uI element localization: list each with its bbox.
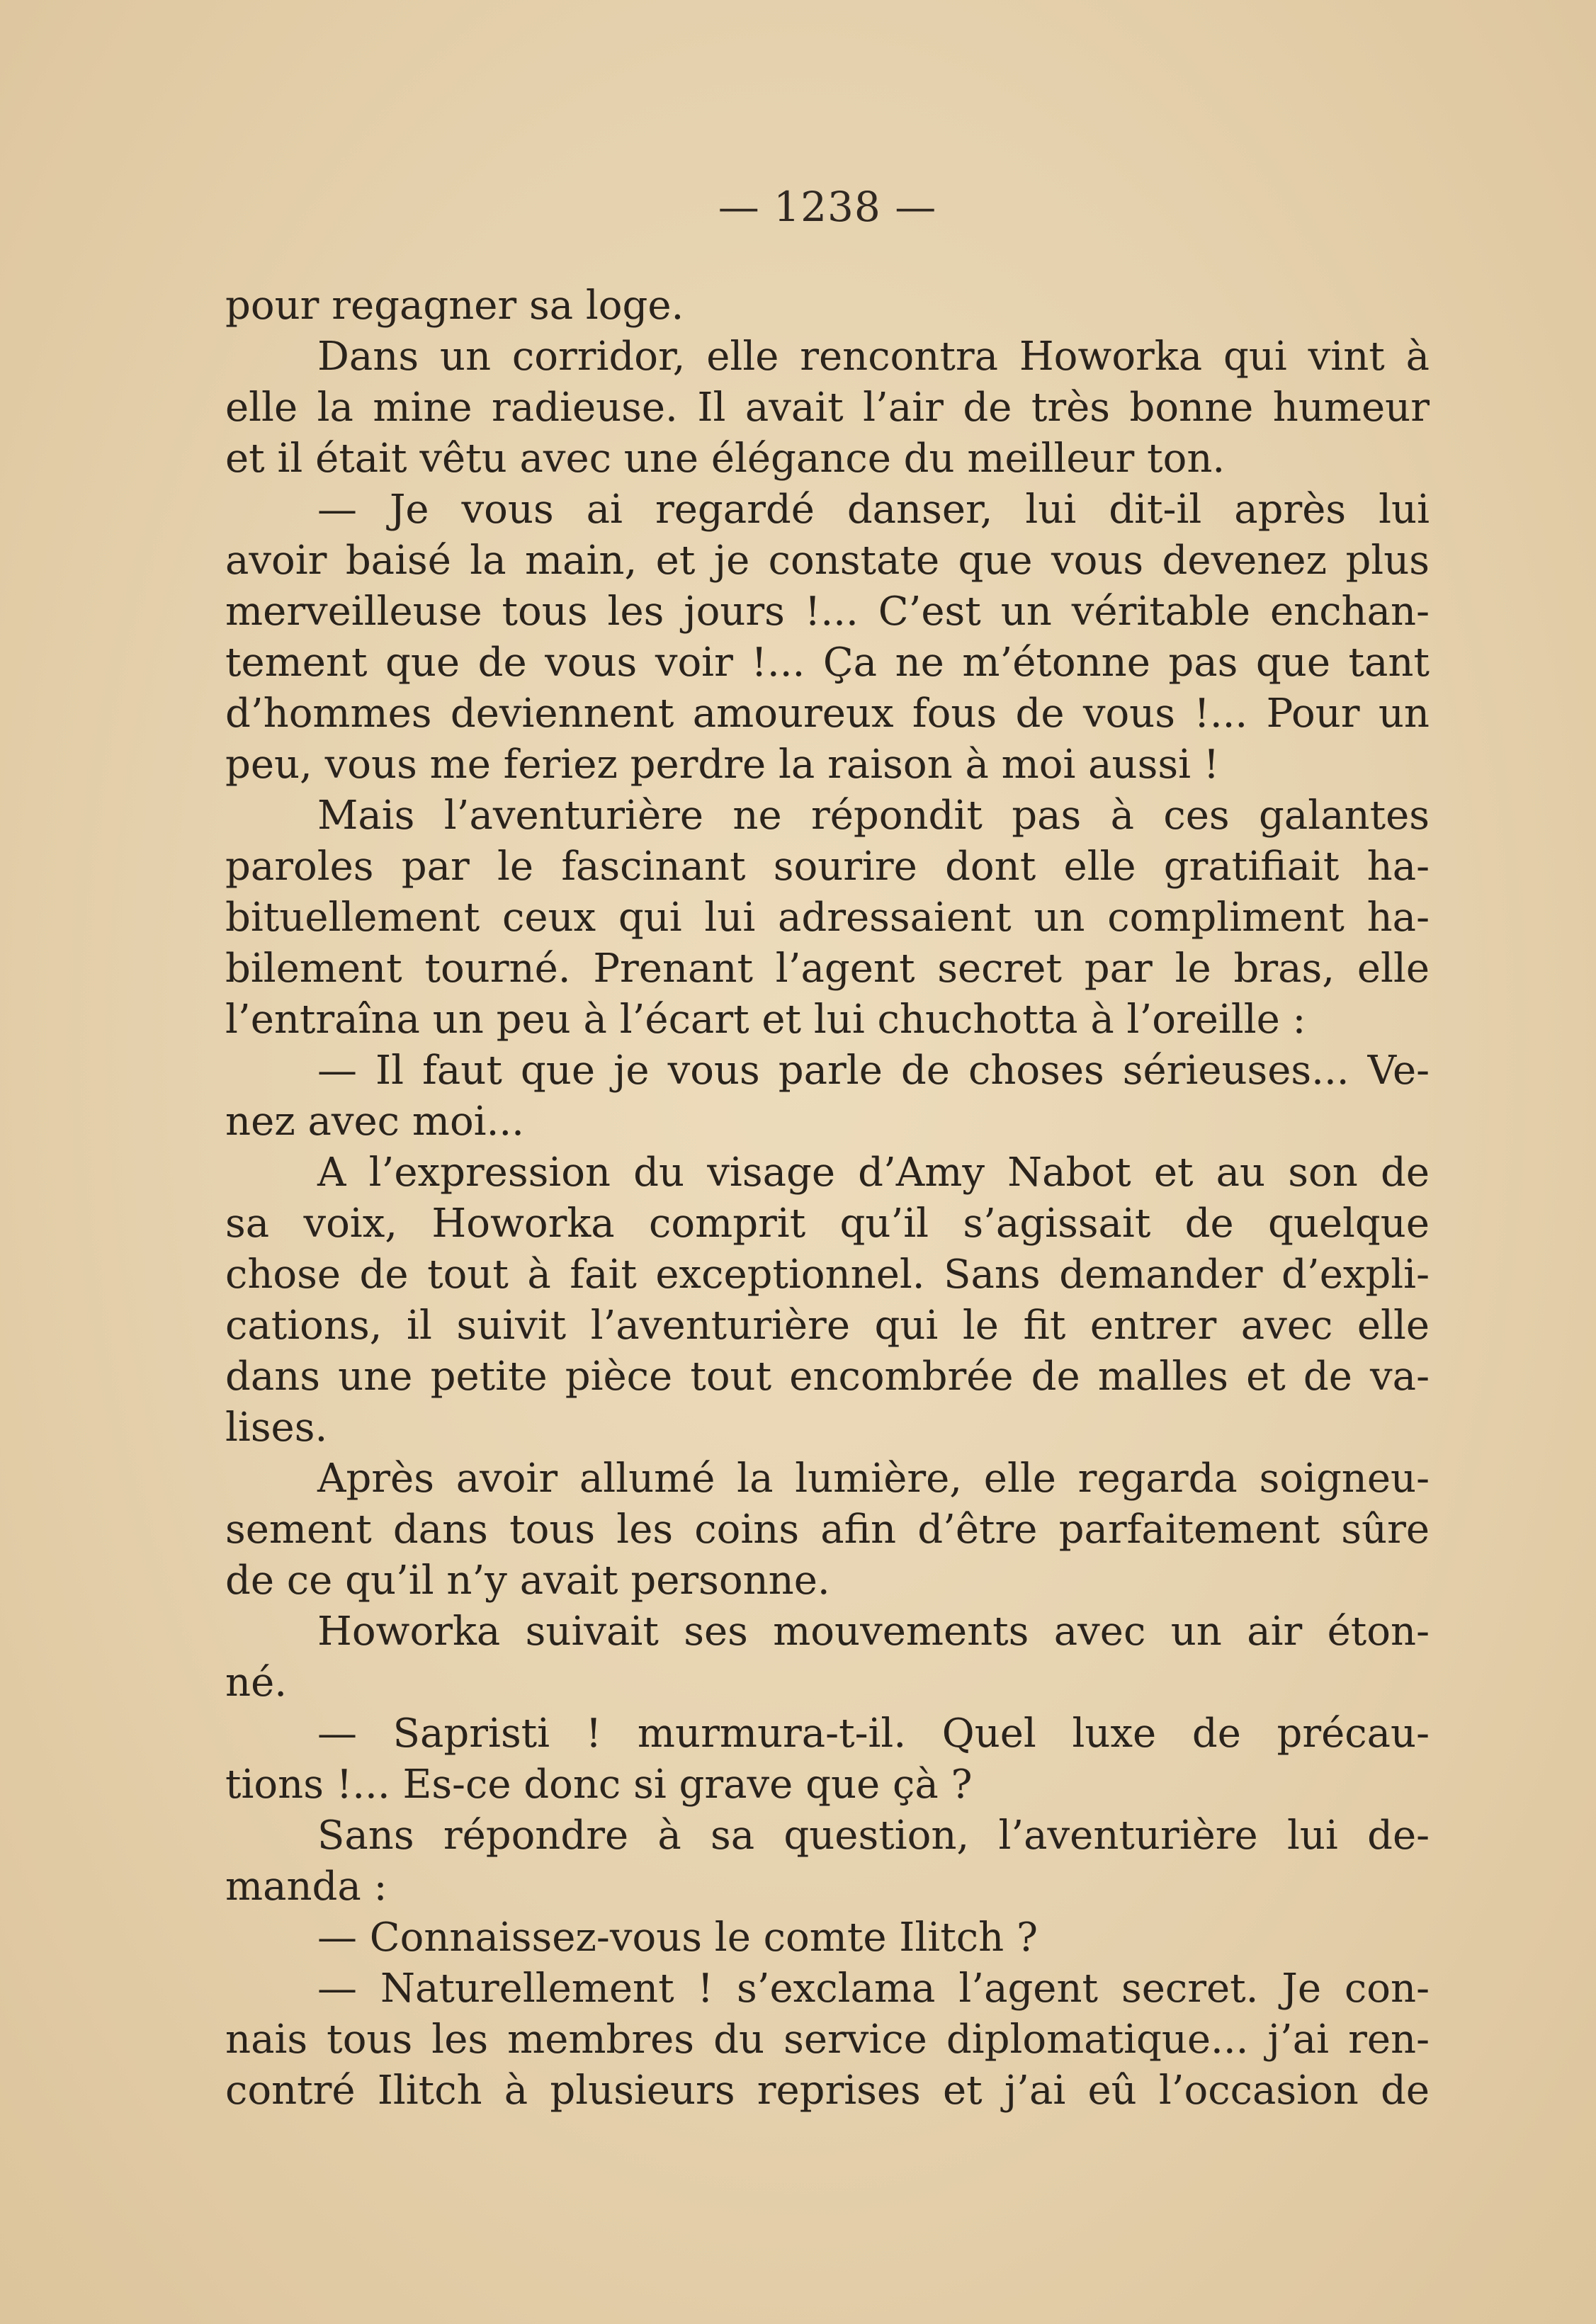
text-line: manda : <box>225 1864 387 1910</box>
text-line: — Naturellement ! s’exclama l’agent secret. Je con- <box>317 1966 1430 2012</box>
text-line: Howorka suivait ses mouvements avec un air éton- <box>317 1609 1430 1655</box>
text-line: bilement tourné. Prenant l’agent secret par le bras, elle <box>225 946 1430 992</box>
text-line: sement dans tous les coins afin d’être parfaitement sûre <box>225 1507 1430 1553</box>
body-text <box>225 280 1430 2116</box>
text-line: chose de tout à fait exceptionnel. Sans demander d’expli- <box>225 1252 1430 1298</box>
text-line: pour regagner sa loge. <box>225 283 684 329</box>
text-line: contré Ilitch à plusieurs reprises et j’ai eû l’occasion de <box>225 2068 1430 2114</box>
text-line: d’hommes deviennent amoureux fous de vous !... Pour un <box>225 691 1430 737</box>
text-line: né. <box>225 1660 288 1706</box>
text-line: Après avoir allumé la lumière, elle regarda soigneu- <box>317 1456 1430 1502</box>
text-line: paroles par le fascinant sourire dont elle gratifiait ha- <box>225 844 1430 890</box>
text-line: l’entraîna un peu à l’écart et lui chuchotta à l’oreille : <box>225 997 1306 1043</box>
text-line: sa voix, Howorka comprit qu’il s’agissait de quelque <box>225 1201 1430 1247</box>
text-line: tions !... Es-ce donc si grave que çà ? <box>225 1762 973 1808</box>
text-line: et il était vêtu avec une élégance du meilleur ton. <box>225 436 1226 482</box>
text-line: bituellement ceux qui lui adressaient un compliment ha- <box>225 895 1430 941</box>
text-line: tement que de vous voir !... Ça ne m’étonne pas que tant <box>225 640 1430 686</box>
text-line: Sans répondre à sa question, l’aventurière lui de- <box>317 1813 1430 1859</box>
text-line: — Il faut que je vous parle de choses sérieuses... Ve- <box>317 1048 1430 1094</box>
text-line: lises. <box>225 1405 328 1451</box>
text-line: cations, il suivit l’aventurière qui le fit entrer avec elle <box>225 1303 1430 1349</box>
page-number: — 1238 — <box>718 183 937 231</box>
text-line: peu, vous me feriez perdre la raison à moi aussi ! <box>225 742 1220 788</box>
text-line: — Je vous ai regardé danser, lui dit-il après lui <box>317 487 1430 533</box>
book-page <box>225 0 1430 2324</box>
text-line: dans une petite pièce tout encombrée de malles et de va- <box>225 1354 1430 1400</box>
text-line: de ce qu’il n’y avait personne. <box>225 1558 830 1604</box>
text-line: — Connaissez-vous le comte Ilitch ? <box>317 1915 1038 1961</box>
text-line: — Sapristi ! murmura-t-il. Quel luxe de précau- <box>317 1711 1430 1757</box>
text-line: merveilleuse tous les jours !... C’est un véritable enchan- <box>225 589 1430 635</box>
text-line: Dans un corridor, elle rencontra Howorka qui vint à <box>317 334 1430 380</box>
text-line: A l’expression du visage d’Amy Nabot et au son de <box>317 1150 1430 1196</box>
text-line: Mais l’aventurière ne répondit pas à ces galantes <box>317 793 1430 839</box>
text-line: avoir baisé la main, et je constate que vous devenez plus <box>225 538 1430 584</box>
text-line: nez avec moi... <box>225 1099 524 1145</box>
text-line: nais tous les membres du service diplomatique... j’ai ren- <box>225 2017 1430 2063</box>
text-line: elle la mine radieuse. Il avait l’air de très bonne humeur <box>225 385 1430 431</box>
